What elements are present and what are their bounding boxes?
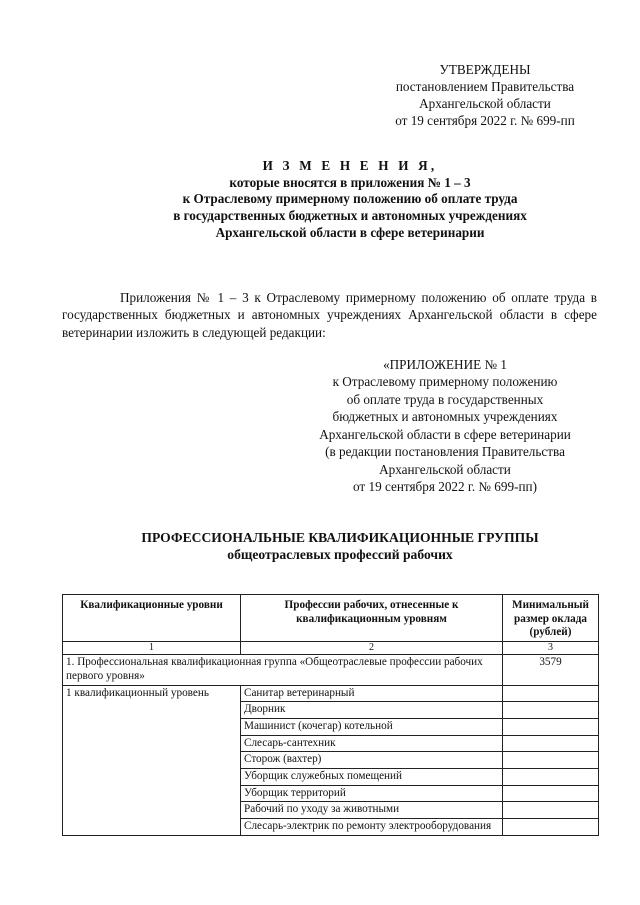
profession-cell: Машинист (кочегар) котельной xyxy=(241,719,503,736)
profession-cell: Уборщик территорий xyxy=(241,785,503,802)
profession-cell: Слесарь-сантехник xyxy=(241,735,503,752)
salary-cell xyxy=(503,752,599,769)
salary-cell xyxy=(503,685,599,702)
changes-heading xyxy=(60,158,640,241)
annex-block xyxy=(285,356,605,495)
annex-line: Архангельской области xyxy=(379,461,511,477)
column-number: 3 xyxy=(503,641,599,655)
annex-line: бюджетных и автономных учреждениях xyxy=(332,409,558,425)
salary-cell xyxy=(503,735,599,752)
changes-line: которые вносятся в приложения № 1 – 3 xyxy=(229,174,471,190)
salary-cell xyxy=(503,719,599,736)
profession-cell: Санитар ветеринарный xyxy=(241,685,503,702)
profession-cell: Дворник xyxy=(241,702,503,719)
annex-line: об оплате труда в государственных xyxy=(346,391,544,407)
salary-cell xyxy=(503,702,599,719)
changes-line: Архангельской области в сфере ветеринарии xyxy=(215,224,485,240)
profession-cell: Уборщик служебных помещений xyxy=(241,769,503,786)
salary-cell xyxy=(503,785,599,802)
approval-line: Архангельской области xyxy=(419,96,551,112)
annex-line: Архангельской области в сфере ветеринарии xyxy=(319,426,571,442)
annex-line: от 19 сентября 2022 г. № 699-пп) xyxy=(353,478,537,494)
approval-title: УТВЕРЖДЕНЫ xyxy=(439,62,531,77)
changes-title: И З М Е Н Е Н И Я, xyxy=(262,158,438,173)
annex-line: (в редакции постановления Правительства xyxy=(325,444,565,460)
group-salary: 3579 xyxy=(503,655,599,685)
intro-paragraph xyxy=(62,289,597,341)
column-number: 1 xyxy=(63,641,241,655)
table-header-row xyxy=(63,595,599,642)
header-salary: Минимальный размер оклада (рублей) xyxy=(503,595,599,642)
group-label: 1. Профессиональная квалификационная группа «Общеотраслевые профессии рабочих первого уровня» xyxy=(63,655,503,685)
column-number-row xyxy=(63,641,599,655)
approval-block xyxy=(360,61,610,130)
header-professions: Профессии рабочих, отнесенные к квалификационным уровням xyxy=(241,595,503,642)
group-title-line: общеотраслевых профессий рабочих xyxy=(227,547,453,563)
profession-cell: Сторож (вахтер) xyxy=(241,752,503,769)
changes-line: в государственных бюджетных и автономных учреждениях xyxy=(173,207,527,223)
header-levels: Квалификационные уровни xyxy=(63,595,241,642)
annex-line: к Отраслевому примерному положению xyxy=(332,374,558,390)
changes-line: к Отраслевому примерному положению об оплате труда xyxy=(182,191,518,207)
table-row xyxy=(63,685,599,702)
group-title-line: ПРОФЕССИОНАЛЬНЫЕ КВАЛИФИКАЦИОННЫЕ ГРУППЫ xyxy=(141,530,539,545)
group-title xyxy=(30,529,640,564)
salary-cell xyxy=(503,819,599,836)
level-label: 1 квалификационный уровень xyxy=(63,685,241,835)
salary-cell xyxy=(503,802,599,819)
salary-table xyxy=(62,594,599,836)
approval-line: от 19 сентября 2022 г. № 699-пп xyxy=(395,113,575,129)
group-row xyxy=(63,655,599,685)
salary-cell xyxy=(503,769,599,786)
annex-line: «ПРИЛОЖЕНИЕ № 1 xyxy=(383,357,507,372)
profession-cell: Рабочий по уходу за животными xyxy=(241,802,503,819)
profession-cell: Слесарь-электрик по ремонту электрооборудования xyxy=(241,819,503,836)
intro-text: Приложения № 1 – 3 к Отраслевому примерному положению об оплате труда в государственных бюджетных и автономных учреждениях Архангельской области в сфере ветеринарии изложить в следующей редакции: xyxy=(62,290,597,340)
approval-line: постановлением Правительства xyxy=(395,79,575,95)
column-number: 2 xyxy=(241,641,503,655)
